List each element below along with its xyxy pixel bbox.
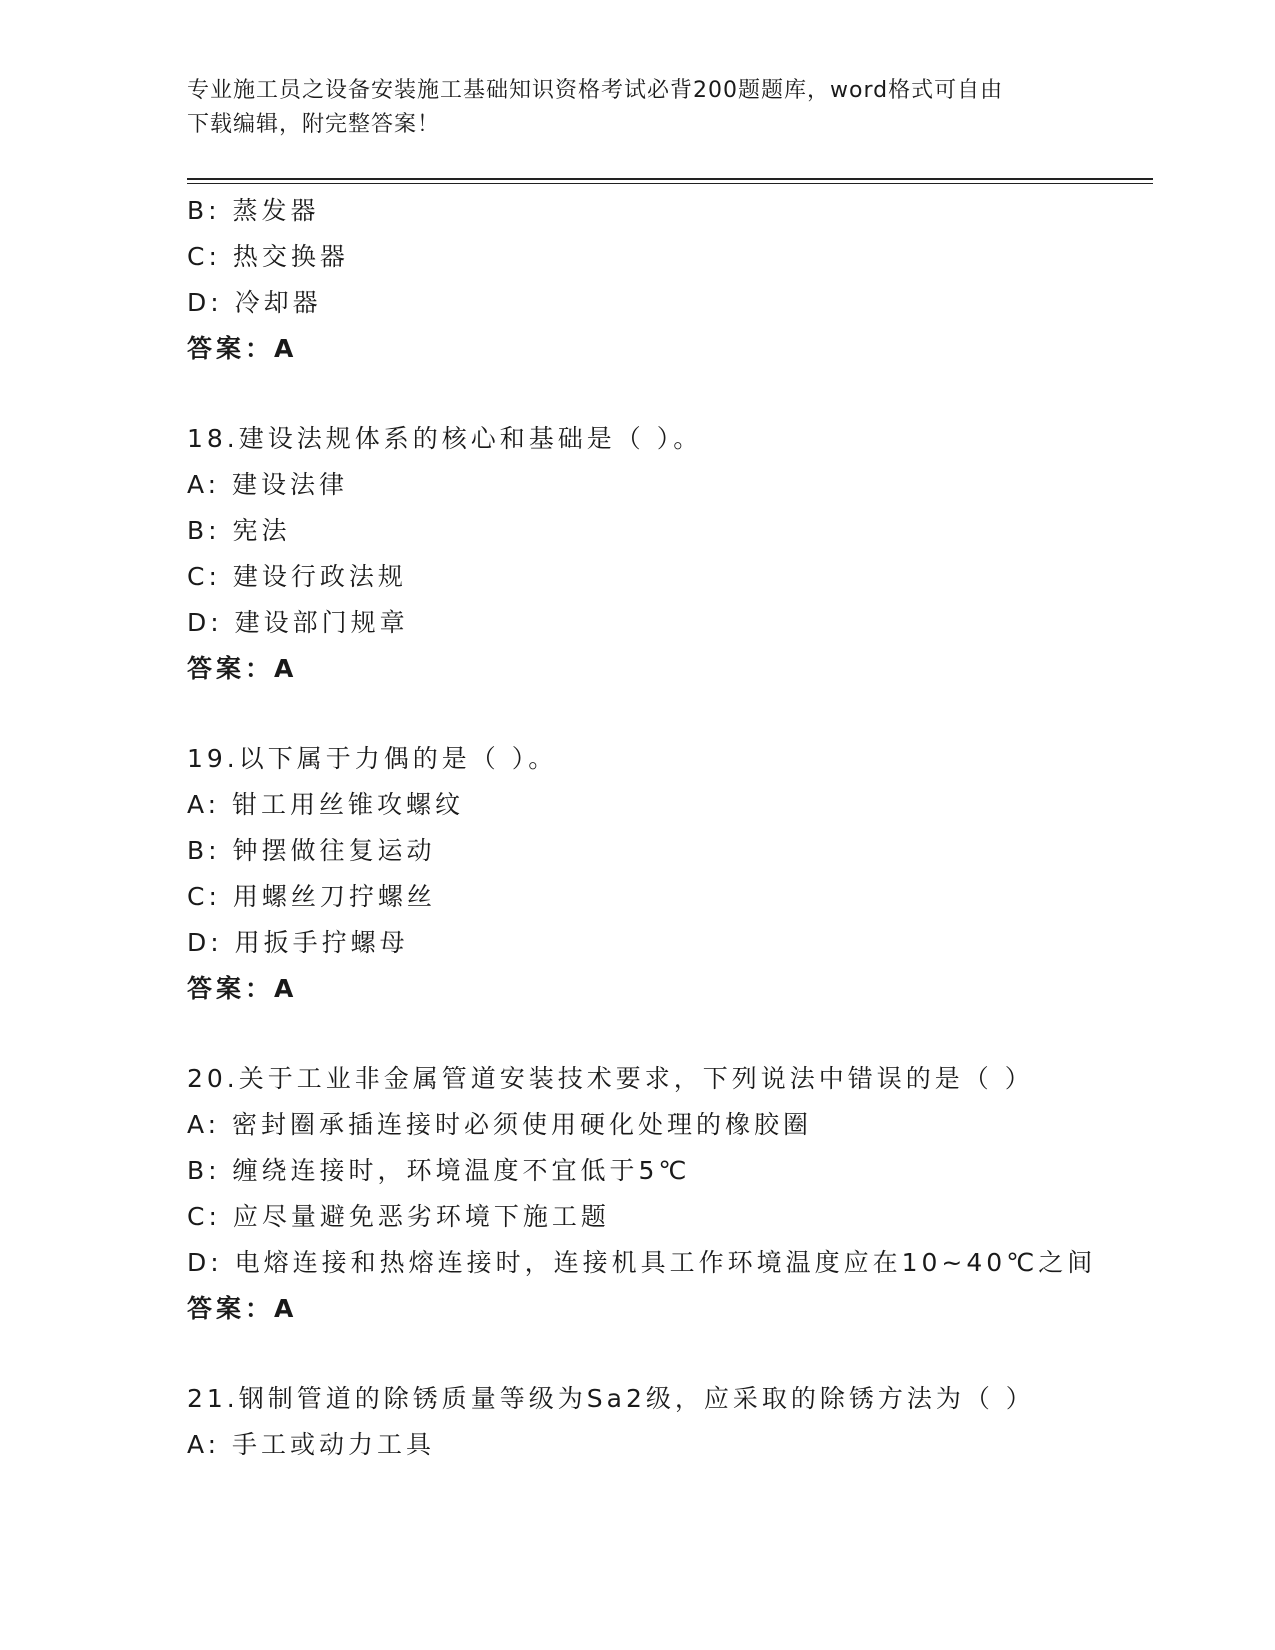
spacer (187, 1332, 1153, 1376)
question-stem: 20.关于工业非金属管道安装技术要求，下列说法中错误的是（ ） (187, 1064, 1034, 1093)
option-d: D: 电熔连接和热熔连接时，连接机具工作环境温度应在10~40℃之间 (187, 1248, 1097, 1277)
question-stem: 18.建设法规体系的核心和基础是（ ）。 (187, 424, 703, 453)
header-divider-thick (187, 178, 1153, 180)
option-a: A: 钳工用丝锥攻螺纹 (187, 790, 465, 819)
header-line-1: 专业施工员之设备安装施工基础知识资格考试必背200题题库，word格式可自由 (187, 78, 1004, 103)
document-header (187, 74, 1067, 142)
option-b: B: 宪法 (187, 516, 291, 545)
spacer (187, 692, 1153, 736)
question-stem: 21.钢制管道的除锈质量等级为Sa2级，应采取的除锈方法为（ ） (187, 1384, 1035, 1413)
option-c: C: 用螺丝刀拧螺丝 (187, 882, 436, 911)
answer: 答案：A (187, 654, 298, 683)
header-divider-thin (187, 183, 1153, 184)
question-20 (187, 1056, 1153, 1332)
option-a: A: 建设法律 (187, 470, 349, 499)
answer: 答案：A (187, 334, 298, 363)
spacer (187, 372, 1153, 416)
answer: 答案：A (187, 974, 298, 1003)
option-d: D: 冷却器 (187, 288, 322, 317)
header-line-2: 下载编辑，附完整答案！ (187, 112, 441, 137)
question-17 (187, 188, 1153, 372)
option-d: D: 建设部门规章 (187, 608, 409, 637)
option-c: C: 建设行政法规 (187, 562, 407, 591)
question-18 (187, 416, 1153, 692)
option-d: D: 用扳手拧螺母 (187, 928, 409, 957)
question-list (187, 188, 1153, 1468)
question-21 (187, 1376, 1153, 1468)
option-b: B: 蒸发器 (187, 196, 320, 225)
option-a: A: 手工或动力工具 (187, 1430, 436, 1459)
option-c: C: 应尽量避免恶劣环境下施工题 (187, 1202, 610, 1231)
answer: 答案：A (187, 1294, 298, 1323)
question-stem: 19.以下属于力偶的是（ ）。 (187, 744, 558, 773)
option-a: A: 密封圈承插连接时必须使用硬化处理的橡胶圈 (187, 1110, 813, 1139)
option-c: C: 热交换器 (187, 242, 349, 271)
option-b: B: 缠绕连接时，环境温度不宜低于5℃ (187, 1156, 691, 1185)
option-b: B: 钟摆做往复运动 (187, 836, 436, 865)
question-19 (187, 736, 1153, 1012)
spacer (187, 1012, 1153, 1056)
